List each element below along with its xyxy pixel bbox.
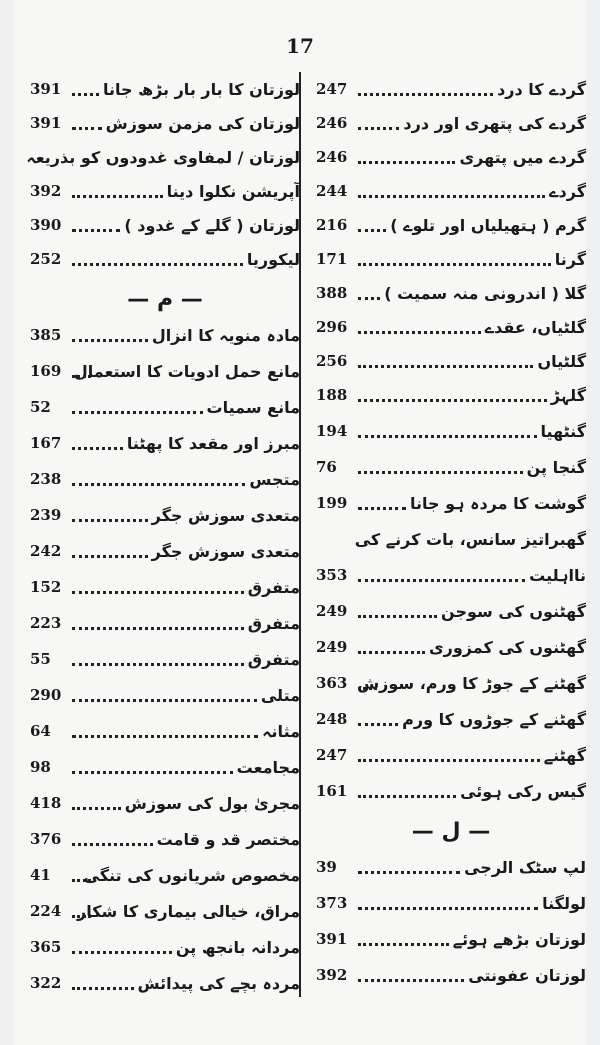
section-heading-meem: — م — (127, 286, 203, 312)
index-entry (30, 822, 300, 856)
index-entry (316, 106, 586, 140)
leader-dots (72, 973, 134, 990)
leader-dots (72, 541, 148, 558)
index-entry (316, 486, 586, 520)
entry-page: 98 (30, 758, 51, 776)
leader-dots (72, 865, 91, 882)
entry-page: 55 (30, 650, 51, 668)
entry-page: 391 (316, 930, 348, 948)
entry-page: 39 (316, 858, 337, 876)
entry-term: گردے کا درد (497, 79, 586, 99)
index-entry (30, 642, 300, 676)
leader-dots (72, 397, 203, 414)
index-entry (30, 858, 300, 892)
entry-term-continued: گھبراتیز سانس، بات کرنے کی (354, 529, 586, 549)
leader-dots (358, 457, 523, 474)
entry-page: 390 (30, 216, 62, 234)
entry-term: نااہلیت (529, 565, 586, 585)
index-entry (316, 242, 586, 276)
entry-term: لوزتان کا بار بار بڑھ جانا (102, 79, 300, 99)
entry-page: 152 (30, 578, 62, 596)
leader-dots (72, 757, 233, 774)
entry-term-continued: لوزتان / لمفاوی غدودوں کو بذریعہ (26, 147, 300, 167)
entry-term: گھٹنے کے جوڑ کا ورم، سوزش (357, 673, 586, 693)
entry-page: 246 (316, 148, 348, 166)
entry-term: لیکوریا (246, 249, 300, 269)
entry-term: متفرق (247, 577, 300, 597)
index-entry (30, 242, 300, 276)
page-number: 17 (286, 34, 314, 58)
entry-term: گھٹنوں کی کمزوری (428, 637, 586, 657)
entry-term: مراق، خیالی بیماری کا شکار (77, 901, 300, 921)
entry-page: 353 (316, 566, 348, 584)
entry-term: گنجا پن (526, 457, 586, 477)
entry-term: گلا ( اندرونی منہ سمیت ) (384, 283, 586, 303)
index-entry (316, 774, 586, 808)
index-entry (30, 318, 300, 352)
index-entry (316, 958, 586, 992)
leader-dots (358, 317, 481, 334)
entry-term: متلی (260, 685, 300, 705)
leader-dots (72, 469, 245, 486)
index-entry (316, 450, 586, 484)
entry-page: 171 (316, 250, 348, 268)
leader-dots (358, 781, 456, 798)
entry-term: مردانہ بانجھ پن (175, 937, 300, 957)
entry-term: گردے میں پتھری (459, 147, 586, 167)
index-entry (30, 786, 300, 820)
entry-term: گھٹنے کے جوڑوں کا ورم (402, 709, 586, 729)
entry-term: آپریشن نکلوا دینا (166, 181, 300, 201)
entry-term: گوشت کا مردہ ہو جانا (409, 493, 586, 513)
entry-term: گرم ( ہتھیلیاں اور تلوے ) (390, 215, 586, 235)
entry-term: مردہ بچے کی پیدائش (137, 973, 300, 993)
index-entry (30, 498, 300, 532)
entry-term: متفرق (247, 613, 300, 633)
leader-dots (358, 215, 386, 232)
leader-dots (358, 283, 380, 300)
leader-dots (72, 829, 153, 846)
leader-dots (358, 893, 538, 910)
entry-term: مانع حمل ادویات کا استعمال (73, 361, 300, 381)
entry-page: 199 (316, 494, 348, 512)
leader-dots (358, 857, 460, 874)
index-entry (316, 850, 586, 884)
entry-term: متعدی سوزش جگر (151, 505, 300, 525)
index-entry (30, 72, 300, 106)
index-entry (316, 922, 586, 956)
leader-dots (72, 685, 257, 702)
leader-dots (72, 613, 244, 630)
entry-term: لولگنا (542, 893, 586, 913)
index-entry (316, 378, 586, 412)
entry-term: مجامعت (236, 757, 300, 777)
leader-dots (72, 937, 172, 954)
entry-page: 188 (316, 386, 348, 404)
entry-page: 216 (316, 216, 348, 234)
entry-term: لوزتان ( گلے کے غدود ) (124, 215, 300, 235)
entry-term: گردے کی پتھری اور درد (403, 113, 586, 133)
entry-page: 365 (30, 938, 62, 956)
entry-term: گیس رکی ہوئی (460, 781, 586, 801)
entry-page: 161 (316, 782, 348, 800)
entry-page: 252 (30, 250, 62, 268)
leader-dots (358, 745, 540, 762)
index-entry (30, 208, 300, 242)
entry-term: مادہ منویہ کا انزال (151, 325, 300, 345)
index-entry (30, 678, 300, 712)
leader-dots (358, 249, 551, 266)
index-entry (316, 208, 586, 242)
index-entry (30, 534, 300, 568)
entry-term: لوزتان بڑھے ہوئے (452, 929, 586, 949)
entry-page: 238 (30, 470, 62, 488)
index-entry (316, 276, 586, 310)
entry-term: گردے (549, 181, 586, 201)
entry-page: 248 (316, 710, 348, 728)
entry-term: مجریٰ بول کی سوزش (124, 793, 300, 813)
entry-term: گھٹنوں کی سوجن (441, 601, 586, 621)
index-entry (316, 738, 586, 772)
index-entry (30, 174, 300, 208)
index-entry (30, 390, 300, 424)
index-entry (30, 930, 300, 964)
entry-page: 256 (316, 352, 348, 370)
entry-page: 376 (30, 830, 62, 848)
entry-page: 223 (30, 614, 62, 632)
leader-dots (72, 577, 244, 594)
entry-term: گنٹھیا (540, 421, 586, 441)
entry-term: مثانہ (262, 721, 300, 741)
entry-term: متفرق (247, 649, 300, 669)
index-entry (30, 354, 300, 388)
entry-page: 322 (30, 974, 62, 992)
leader-dots (72, 901, 91, 918)
index-entry (30, 894, 300, 928)
index-entry (316, 344, 586, 378)
leader-dots (358, 601, 437, 618)
index-entry (316, 594, 586, 628)
leader-dots (358, 351, 533, 368)
entry-term: لپ سٹک الرجی (464, 857, 586, 877)
entry-term: مخصوص شریانوں کی تنگی (83, 865, 300, 885)
index-entry (30, 750, 300, 784)
entry-page: 167 (30, 434, 62, 452)
leader-dots (72, 113, 102, 130)
leader-dots (358, 421, 537, 438)
leader-dots (358, 965, 464, 982)
leader-dots (358, 113, 399, 130)
index-entry (30, 570, 300, 604)
entry-page: 41 (30, 866, 51, 884)
entry-term: متعدی سوزش جگر (151, 541, 300, 561)
index-entry (316, 886, 586, 920)
entry-page: 239 (30, 506, 62, 524)
leader-dots (358, 929, 449, 946)
entry-term: مانع سمیات (206, 397, 300, 417)
index-entry (30, 606, 300, 640)
entry-term: مختصر قد و قامت (156, 829, 300, 849)
leader-dots (358, 673, 377, 690)
entry-page: 249 (316, 602, 348, 620)
entry-page: 247 (316, 746, 348, 764)
entry-page: 391 (30, 80, 62, 98)
leader-dots (72, 79, 99, 96)
entry-term: گلٹیاں (537, 351, 586, 371)
entry-page: 388 (316, 284, 348, 302)
entry-page: 52 (30, 398, 51, 416)
index-entry (30, 462, 300, 496)
leader-dots (358, 385, 547, 402)
leader-dots (72, 649, 244, 666)
leader-dots (72, 721, 258, 738)
entry-page: 247 (316, 80, 348, 98)
leader-dots (358, 147, 455, 164)
index-entry (316, 414, 586, 448)
index-entry (316, 558, 586, 592)
index-entry (316, 174, 586, 208)
leader-dots (358, 637, 425, 654)
entry-page: 418 (30, 794, 62, 812)
section-heading-laam: — ل — (411, 818, 491, 844)
leader-dots (72, 361, 91, 378)
entry-page: 392 (30, 182, 62, 200)
entry-term: مبرز اور مقعد کا پھٹنا (126, 433, 300, 453)
entry-page: 169 (30, 362, 62, 380)
leader-dots (72, 181, 163, 198)
entry-page: 373 (316, 894, 348, 912)
index-entry (30, 106, 300, 140)
entry-term: لوزتان عفونتی (468, 965, 586, 985)
leader-dots (72, 793, 121, 810)
entry-page: 76 (316, 458, 337, 476)
leader-dots (358, 709, 398, 726)
index-entry (316, 140, 586, 174)
entry-page: 224 (30, 902, 62, 920)
entry-page: 363 (316, 674, 348, 692)
leader-dots (358, 493, 406, 510)
leader-dots (72, 215, 120, 232)
index-entry (30, 966, 300, 1000)
entry-page: 64 (30, 722, 51, 740)
leader-dots (358, 181, 545, 198)
entry-page: 385 (30, 326, 62, 344)
entry-page: 246 (316, 114, 348, 132)
entry-page: 242 (30, 542, 62, 560)
leader-dots (72, 505, 148, 522)
entry-page: 194 (316, 422, 348, 440)
entry-term: گھٹنے (543, 745, 586, 765)
index-entry (316, 702, 586, 736)
entry-page: 296 (316, 318, 348, 336)
entry-term: گلہڑ (550, 385, 586, 405)
leader-dots (358, 565, 525, 582)
entry-page: 290 (30, 686, 62, 704)
entry-term: متجس (249, 469, 300, 489)
index-entry (316, 72, 586, 106)
entry-term: گلٹیاں، عقدے (484, 317, 586, 337)
index-entry (316, 310, 586, 344)
leader-dots (72, 325, 148, 342)
entry-term: لوزتان کی مزمن سوزش (105, 113, 300, 133)
leader-dots (72, 433, 123, 450)
index-entry (30, 714, 300, 748)
entry-page: 392 (316, 966, 348, 984)
index-entry (30, 426, 300, 460)
entry-page: 244 (316, 182, 348, 200)
entry-page: 391 (30, 114, 62, 132)
leader-dots (358, 79, 493, 96)
index-entry (316, 666, 586, 700)
index-entry (316, 630, 586, 664)
entry-page: 249 (316, 638, 348, 656)
entry-term: گرنا (554, 249, 586, 269)
leader-dots (72, 249, 243, 266)
